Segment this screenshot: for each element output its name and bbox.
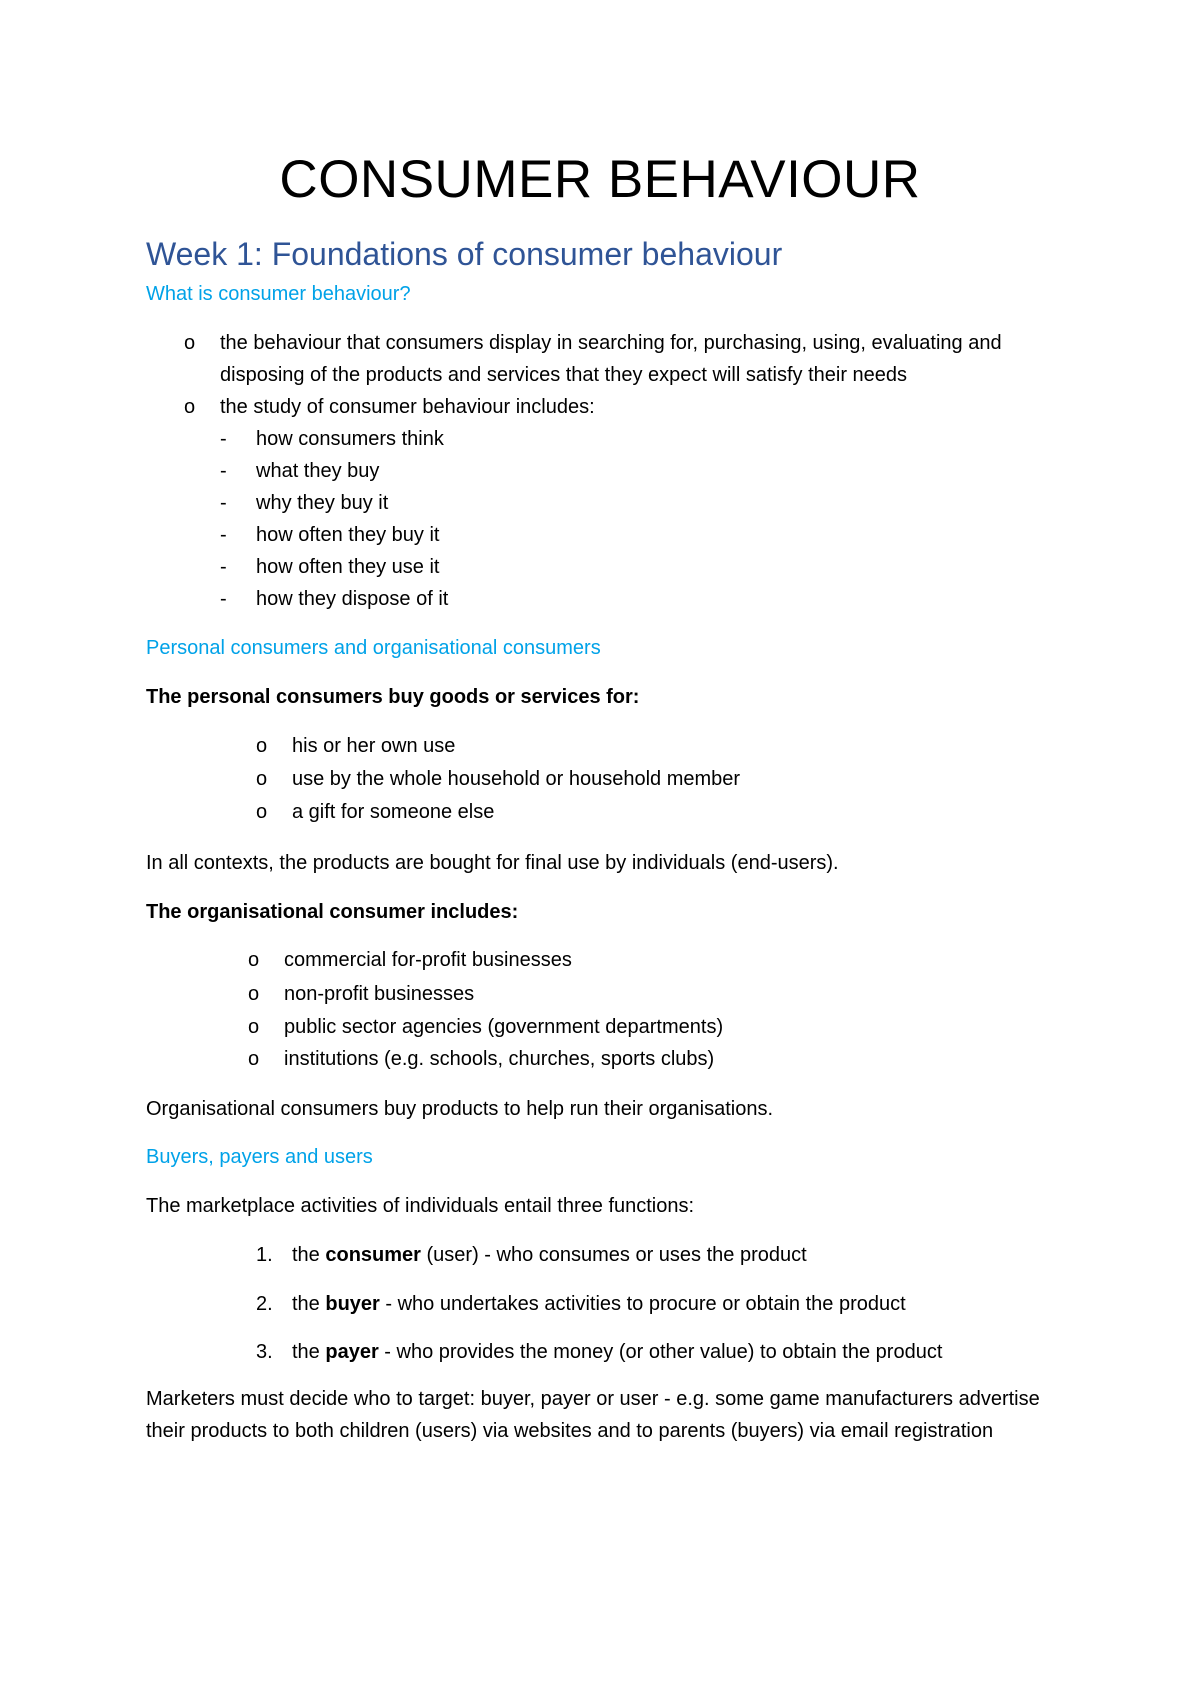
list-item: use by the whole household or household member (292, 768, 741, 790)
dash-marker: - (220, 588, 227, 610)
list-item-study: the study of consumer behaviour includes: (220, 396, 595, 418)
bullet-marker: o (184, 396, 196, 418)
dash-marker: - (220, 428, 227, 450)
function-description: - who undertakes activities to procure or obtain the product (379, 1293, 906, 1315)
function-number: 2. (256, 1293, 273, 1315)
sub-list-item: how often they buy it (256, 524, 440, 546)
list-item: his or her own use (292, 735, 456, 757)
bullet-marker: o (248, 1048, 260, 1070)
functions-intro: The marketplace activities of individuals entail three functions: (146, 1195, 695, 1217)
dash-marker: - (220, 460, 227, 482)
sub-list-item: how they dispose of it (256, 588, 449, 610)
function-item-consumer (292, 1242, 807, 1268)
org-intro: The organisational consumer includes: (146, 901, 519, 923)
sub-list-item: why they buy it (256, 492, 389, 514)
function-prefix: the (292, 1341, 326, 1363)
sub-list-item: how consumers think (256, 428, 444, 450)
function-term: payer (325, 1341, 379, 1363)
function-description: - who provides the money (or other value) to obtain the product (378, 1341, 943, 1363)
personal-intro: The personal consumers buy goods or services for: (146, 686, 640, 708)
bullet-marker: o (256, 801, 268, 823)
bullet-marker: o (256, 735, 268, 757)
personal-summary: In all contexts, the products are bought for final use by individuals (end-users). (146, 852, 839, 874)
sub-list-item: how often they use it (256, 556, 440, 578)
function-number: 1. (256, 1244, 273, 1266)
function-item-payer (292, 1339, 942, 1365)
dash-marker: - (220, 492, 227, 514)
list-item: public sector agencies (government departments) (284, 1016, 724, 1038)
section-heading-what-is: What is consumer behaviour? (146, 283, 411, 305)
dash-marker: - (220, 524, 227, 546)
list-item: non-profit businesses (284, 983, 475, 1005)
bullet-marker: o (248, 1016, 260, 1038)
list-item-definition: the behaviour that consumers display in searching for, purchasing, using, evaluating and disposing of the products and services that they expect will satisfy their needs (220, 332, 1002, 386)
bullet-marker: o (184, 332, 196, 354)
week-heading: Week 1: Foundations of consumer behaviour (146, 236, 783, 272)
function-term: buyer (325, 1293, 380, 1315)
section-heading-buyers: Buyers, payers and users (146, 1146, 373, 1168)
list-item: a gift for someone else (292, 801, 495, 823)
marketers-conclusion: Marketers must decide who to target: buyer, payer or user - e.g. some game manufacturers advertise their products to both children (users) via websites and to parents (buyers) via email registration (146, 1388, 1040, 1442)
bullet-marker: o (248, 983, 260, 1005)
function-item-buyer (292, 1291, 906, 1317)
dash-marker: - (220, 556, 227, 578)
function-description: (user) - who consumes or uses the product (420, 1244, 807, 1266)
function-prefix: the (292, 1293, 326, 1315)
bullet-marker: o (248, 949, 260, 971)
sub-list-item: what they buy (256, 460, 380, 482)
document-title: CONSUMER BEHAVIOUR (279, 150, 921, 209)
function-term: consumer (325, 1244, 421, 1266)
bullet-marker: o (256, 768, 268, 790)
org-summary: Organisational consumers buy products to help run their organisations. (146, 1098, 774, 1120)
function-number: 3. (256, 1341, 273, 1363)
function-prefix: the (292, 1244, 326, 1266)
list-item: institutions (e.g. schools, churches, sports clubs) (284, 1048, 715, 1070)
section-heading-personal-org: Personal consumers and organisational consumers (146, 637, 601, 659)
list-item: commercial for-profit businesses (284, 949, 572, 971)
